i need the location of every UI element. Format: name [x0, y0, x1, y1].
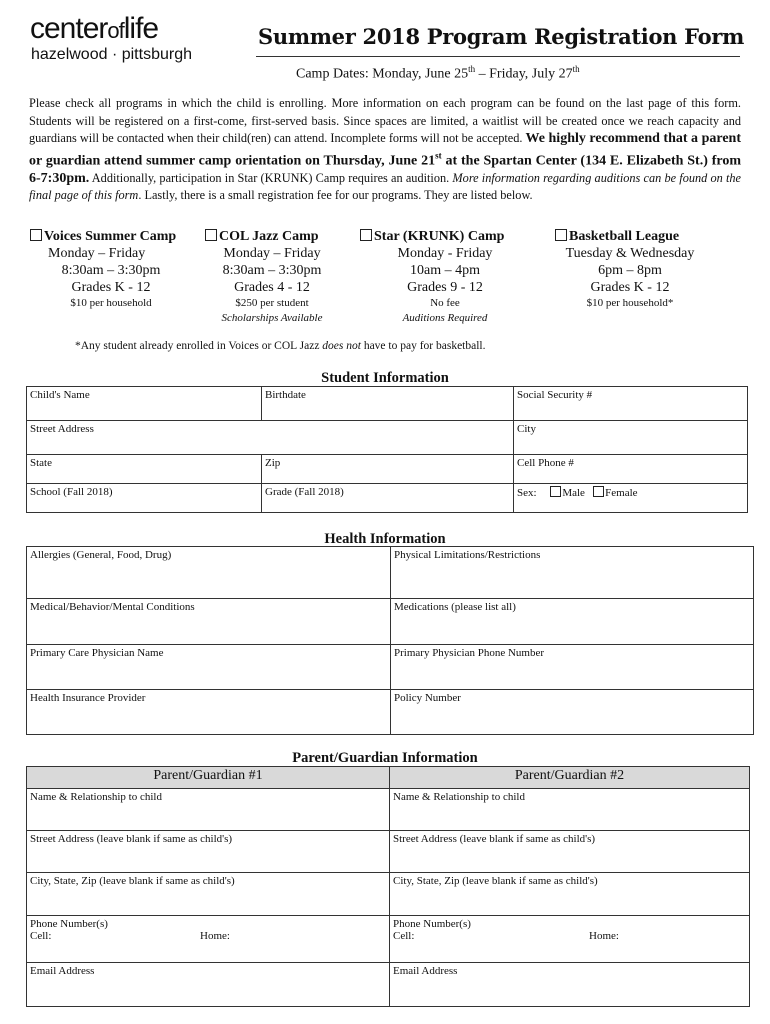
g2-street-field[interactable]: Street Address (leave blank if same as child's) — [390, 831, 750, 873]
street-address-field[interactable]: Street Address — [27, 421, 514, 455]
g1-street-field[interactable]: Street Address (leave blank if same as child's) — [27, 831, 390, 873]
health-info-heading: Health Information — [324, 531, 446, 547]
limitations-field[interactable]: Physical Limitations/Restrictions — [391, 547, 754, 599]
logo-text-of: of — [107, 18, 124, 43]
program-basketball: Basketball League Tuesday & Wednesday 6pm – 8pm Grades K - 12 $10 per household* — [555, 228, 705, 311]
physician-field[interactable]: Primary Care Physician Name — [27, 645, 391, 690]
g2-phone-field[interactable]: Phone Number(s) Cell: Home: — [390, 916, 750, 963]
logo — [30, 14, 158, 46]
voices-checkbox[interactable] — [30, 229, 42, 241]
health-info-table — [26, 546, 754, 735]
g1-phone-field[interactable]: Phone Number(s) Cell: Home: — [27, 916, 390, 963]
page-title: Summer 2018 Program Registration Form — [258, 24, 744, 49]
guardian-info-table — [26, 766, 750, 1007]
city-field[interactable]: City — [514, 421, 748, 455]
male-checkbox[interactable] — [550, 486, 561, 497]
title-underline — [256, 56, 740, 57]
g2-csz-field[interactable]: City, State, Zip (leave blank if same as child's) — [390, 873, 750, 916]
childs-name-field[interactable]: Child's Name — [27, 387, 262, 421]
logo-text-life: life — [123, 12, 159, 45]
insurance-field[interactable]: Health Insurance Provider — [27, 690, 391, 735]
state-field[interactable]: State — [27, 455, 262, 484]
medications-field[interactable]: Medications (please list all) — [391, 599, 754, 645]
guardian-info-heading: Parent/Guardian Information — [292, 750, 478, 766]
guardian1-header: Parent/Guardian #1 — [27, 767, 390, 789]
ssn-field[interactable]: Social Security # — [514, 387, 748, 421]
program-jazz: COL Jazz Camp Monday – Friday 8:30am – 3:30pm Grades 4 - 12 $250 per student Scholarships Available — [205, 228, 339, 326]
g1-csz-field[interactable]: City, State, Zip (leave blank if same as child's) — [27, 873, 390, 916]
guardian2-header: Parent/Guardian #2 — [390, 767, 750, 789]
star-checkbox[interactable] — [360, 229, 372, 241]
female-checkbox[interactable] — [593, 486, 604, 497]
student-info-table — [26, 386, 748, 513]
g1-name-field[interactable]: Name & Relationship to child — [27, 789, 390, 831]
logo-subtitle: hazelwood · pittsburgh — [31, 46, 192, 63]
student-info-heading: Student Information — [321, 370, 449, 386]
basketball-checkbox[interactable] — [555, 229, 567, 241]
cell-phone-field[interactable]: Cell Phone # — [514, 455, 748, 484]
policy-field[interactable]: Policy Number — [391, 690, 754, 735]
g2-name-field[interactable]: Name & Relationship to child — [390, 789, 750, 831]
birthdate-field[interactable]: Birthdate — [262, 387, 514, 421]
g1-email-field[interactable]: Email Address — [27, 963, 390, 1007]
logo-text-center: center — [30, 12, 108, 45]
program-voices: Voices Summer Camp Monday – Friday 8:30am – 3:30pm Grades K - 12 $10 per household — [30, 228, 192, 311]
allergies-field[interactable]: Allergies (General, Food, Drug) — [27, 547, 391, 599]
physician-phone-field[interactable]: Primary Physician Phone Number — [391, 645, 754, 690]
school-field[interactable]: School (Fall 2018) — [27, 484, 262, 513]
sex-field: Sex: Male Female — [514, 484, 748, 513]
conditions-field[interactable]: Medical/Behavior/Mental Conditions — [27, 599, 391, 645]
camp-dates: Camp Dates: Monday, June 25th – Friday, July 27th — [296, 64, 580, 82]
intro-paragraph: Please check all programs in which the child is enrolling. More information on each program can be found on the last page of this form. Students will be registered on a first-come, first-served basis. Since spaces are limited, a waitlist will be created once we reach capacity and guardians will be contacted when their child(ren) can attend. Incomplete forms will not be accepted. We highly recommend that a parent or guardian attend summer camp orientation on Thursday, June 21st at the Spartan Center (134 E. Elizabeth St.) from 6-7:30pm. Additionally, participation in Star (KRUNK) Camp requires an audition. More information regarding auditions can be found on the final page of this form. Lastly, there is a small registration fee for our programs. They are listed below. — [29, 96, 741, 203]
basketball-note: *Any student already enrolled in Voices or COL Jazz does not have to pay for basketball. — [75, 340, 486, 352]
program-star: Star (KRUNK) Camp Monday - Friday 10am – 4pm Grades 9 - 12 No fee Auditions Required — [360, 228, 530, 326]
g2-email-field[interactable]: Email Address — [390, 963, 750, 1007]
zip-field[interactable]: Zip — [262, 455, 514, 484]
jazz-checkbox[interactable] — [205, 229, 217, 241]
grade-field[interactable]: Grade (Fall 2018) — [262, 484, 514, 513]
